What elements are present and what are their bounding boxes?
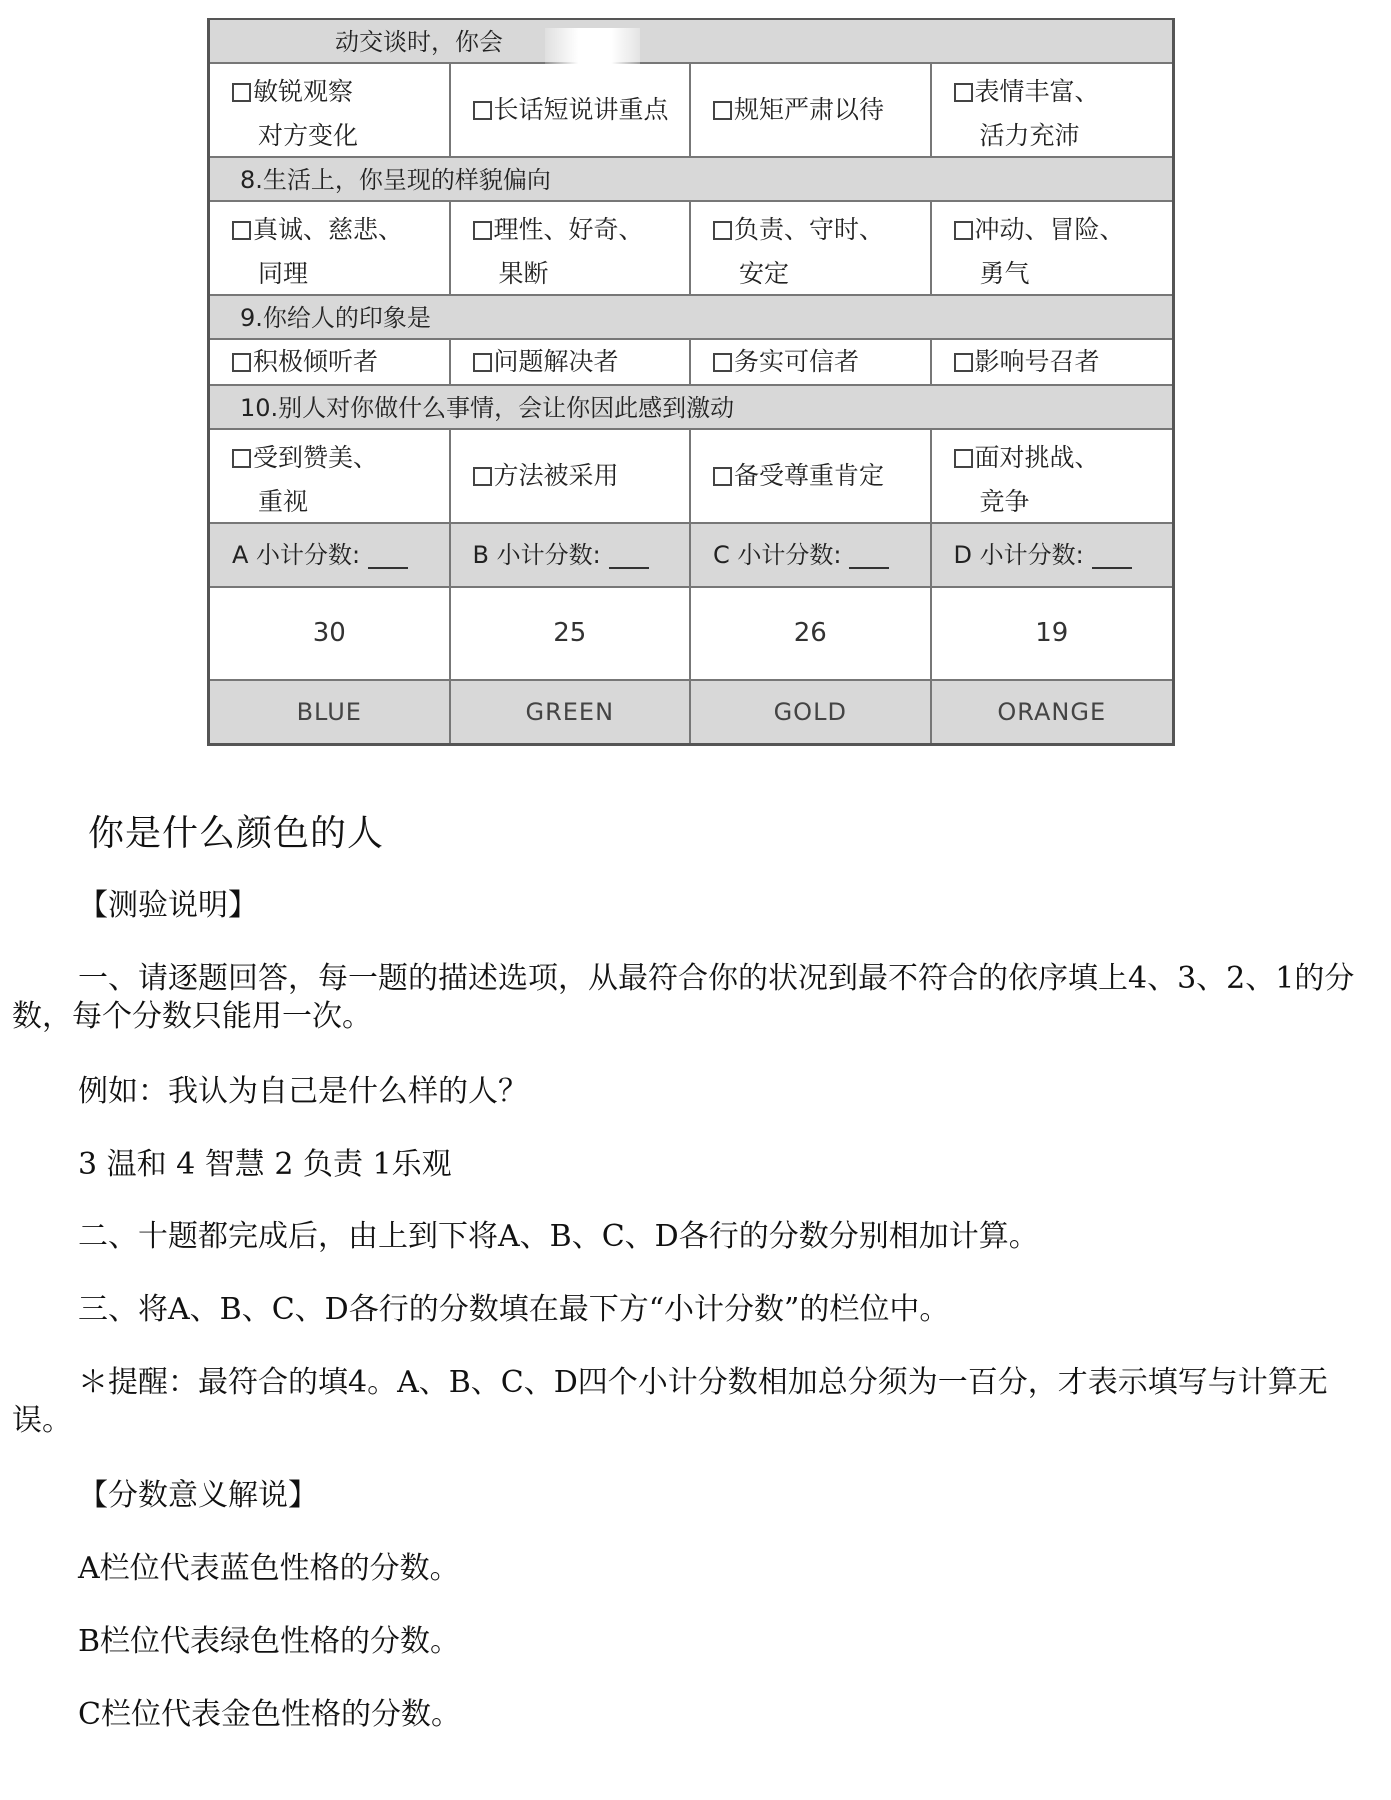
checkbox-icon[interactable] <box>232 221 251 240</box>
score-row <box>210 588 1172 681</box>
checkbox-icon[interactable] <box>954 449 973 468</box>
color-label-orange: ORANGE <box>997 698 1107 726</box>
subtotal-d: D 小计分数: <box>932 524 1173 586</box>
color-label-green: GREEN <box>451 681 692 743</box>
section-heading-meaning: 【分数意义解说】 <box>78 1478 318 1513</box>
question-10-heading: 10.别人对你做什么事情，会让你因此感到激动 <box>210 386 1172 430</box>
option-10b[interactable]: 方法被采用 <box>451 430 692 522</box>
subtotal-b: B 小计分数: <box>451 524 692 586</box>
option-10c[interactable]: 备受尊重肯定 <box>691 430 932 522</box>
subtotal-c: C 小计分数: <box>691 524 932 586</box>
option-9d[interactable]: 影响号召者 <box>932 340 1173 384</box>
checkbox-icon[interactable] <box>232 83 251 102</box>
example-text: 3 温和 4 智慧 2 负责 1乐观 <box>78 1147 452 1182</box>
subtotal-a: A 小计分数: <box>210 524 451 586</box>
option-8a[interactable]: 真诚、慈悲、 同理 <box>210 202 451 294</box>
question-10-options <box>210 430 1172 524</box>
section-heading-instructions: 【测验说明】 <box>78 888 258 923</box>
option-7a[interactable]: 敏锐观察 对方变化 <box>210 64 451 156</box>
meaning-a: A栏位代表蓝色性格的分数。 <box>78 1551 460 1586</box>
question-7-options <box>210 64 1172 158</box>
instruction-step-2: 二、十题都完成后，由上到下将A、B、C、D各行的分数分别相加计算。 <box>78 1219 1039 1254</box>
option-9b[interactable]: 问题解决者 <box>451 340 692 384</box>
color-row <box>210 681 1172 743</box>
option-9c[interactable]: 务实可信者 <box>691 340 932 384</box>
question-9-options <box>210 340 1172 386</box>
checkbox-icon[interactable] <box>473 101 492 120</box>
instruction-step-3: 三、将A、B、C、D各行的分数填在最下方“小计分数”的栏位中。 <box>78 1292 950 1327</box>
score-c: 26 <box>691 588 932 679</box>
checkbox-icon[interactable] <box>473 353 492 372</box>
meaning-b: B栏位代表绿色性格的分数。 <box>78 1624 461 1659</box>
color-label-gold: GOLD <box>691 681 932 743</box>
option-8c[interactable]: 负责、守时、 安定 <box>691 202 932 294</box>
checkbox-icon[interactable] <box>713 353 732 372</box>
question-9-heading: 9.你给人的印象是 <box>210 296 1172 340</box>
checkbox-icon[interactable] <box>473 467 492 486</box>
example-intro: 例如：我认为自己是什么样的人？ <box>78 1074 528 1109</box>
option-10a[interactable]: 受到赞美、 重视 <box>210 430 451 522</box>
checkbox-icon[interactable] <box>713 101 732 120</box>
checkbox-icon[interactable] <box>232 353 251 372</box>
subtotal-row <box>210 524 1172 588</box>
option-9a[interactable]: 积极倾听者 <box>210 340 451 384</box>
checkbox-icon[interactable] <box>232 449 251 468</box>
subtotal-a-blank[interactable] <box>368 567 408 569</box>
scan-artifact <box>545 28 640 64</box>
option-7b[interactable]: 长话短说讲重点 <box>451 64 692 156</box>
subtotal-c-blank[interactable] <box>849 567 889 569</box>
document-title: 你是什么颜色的人 <box>88 813 385 854</box>
subtotal-d-blank[interactable] <box>1092 567 1132 569</box>
checkbox-icon[interactable] <box>954 83 973 102</box>
subtotal-b-blank[interactable] <box>609 567 649 569</box>
meaning-c: C栏位代表金色性格的分数。 <box>78 1697 461 1732</box>
option-7d[interactable]: 表情丰富、 活力充沛 <box>932 64 1173 156</box>
option-8d[interactable]: 冲动、冒险、 勇气 <box>932 202 1173 294</box>
score-b: 25 <box>451 588 692 679</box>
color-label-blue: BLUE <box>210 681 451 743</box>
checkbox-icon[interactable] <box>954 353 973 372</box>
reminder-text: ＊提醒：最符合的填4。A、B、C、D四个小计分数相加总分须为一百分，才表示填写与计算无误。 <box>12 1365 1328 1438</box>
option-10d[interactable]: 面对挑战、 竞争 <box>932 430 1173 522</box>
question-7-heading: 动交谈时，你会 <box>210 20 1172 64</box>
instruction-step-1: 一、请逐题回答，每一题的描述选项，从最符合你的状况到最不符合的依序填上4、3、2、1的分数，每个分数只能用一次。 <box>12 961 1355 1034</box>
checkbox-icon[interactable] <box>713 221 732 240</box>
question-8-heading: 8.生活上，你呈现的样貌偏向 <box>210 158 1172 202</box>
option-7c[interactable]: 规矩严肃以待 <box>691 64 932 156</box>
survey-table <box>207 18 1175 746</box>
option-8b[interactable]: 理性、好奇、 果断 <box>451 202 692 294</box>
checkbox-icon[interactable] <box>954 221 973 240</box>
score-a: 30 <box>210 588 451 679</box>
question-8-options <box>210 202 1172 296</box>
checkbox-icon[interactable] <box>473 221 492 240</box>
checkbox-icon[interactable] <box>713 467 732 486</box>
score-d: 19 <box>1035 618 1069 648</box>
